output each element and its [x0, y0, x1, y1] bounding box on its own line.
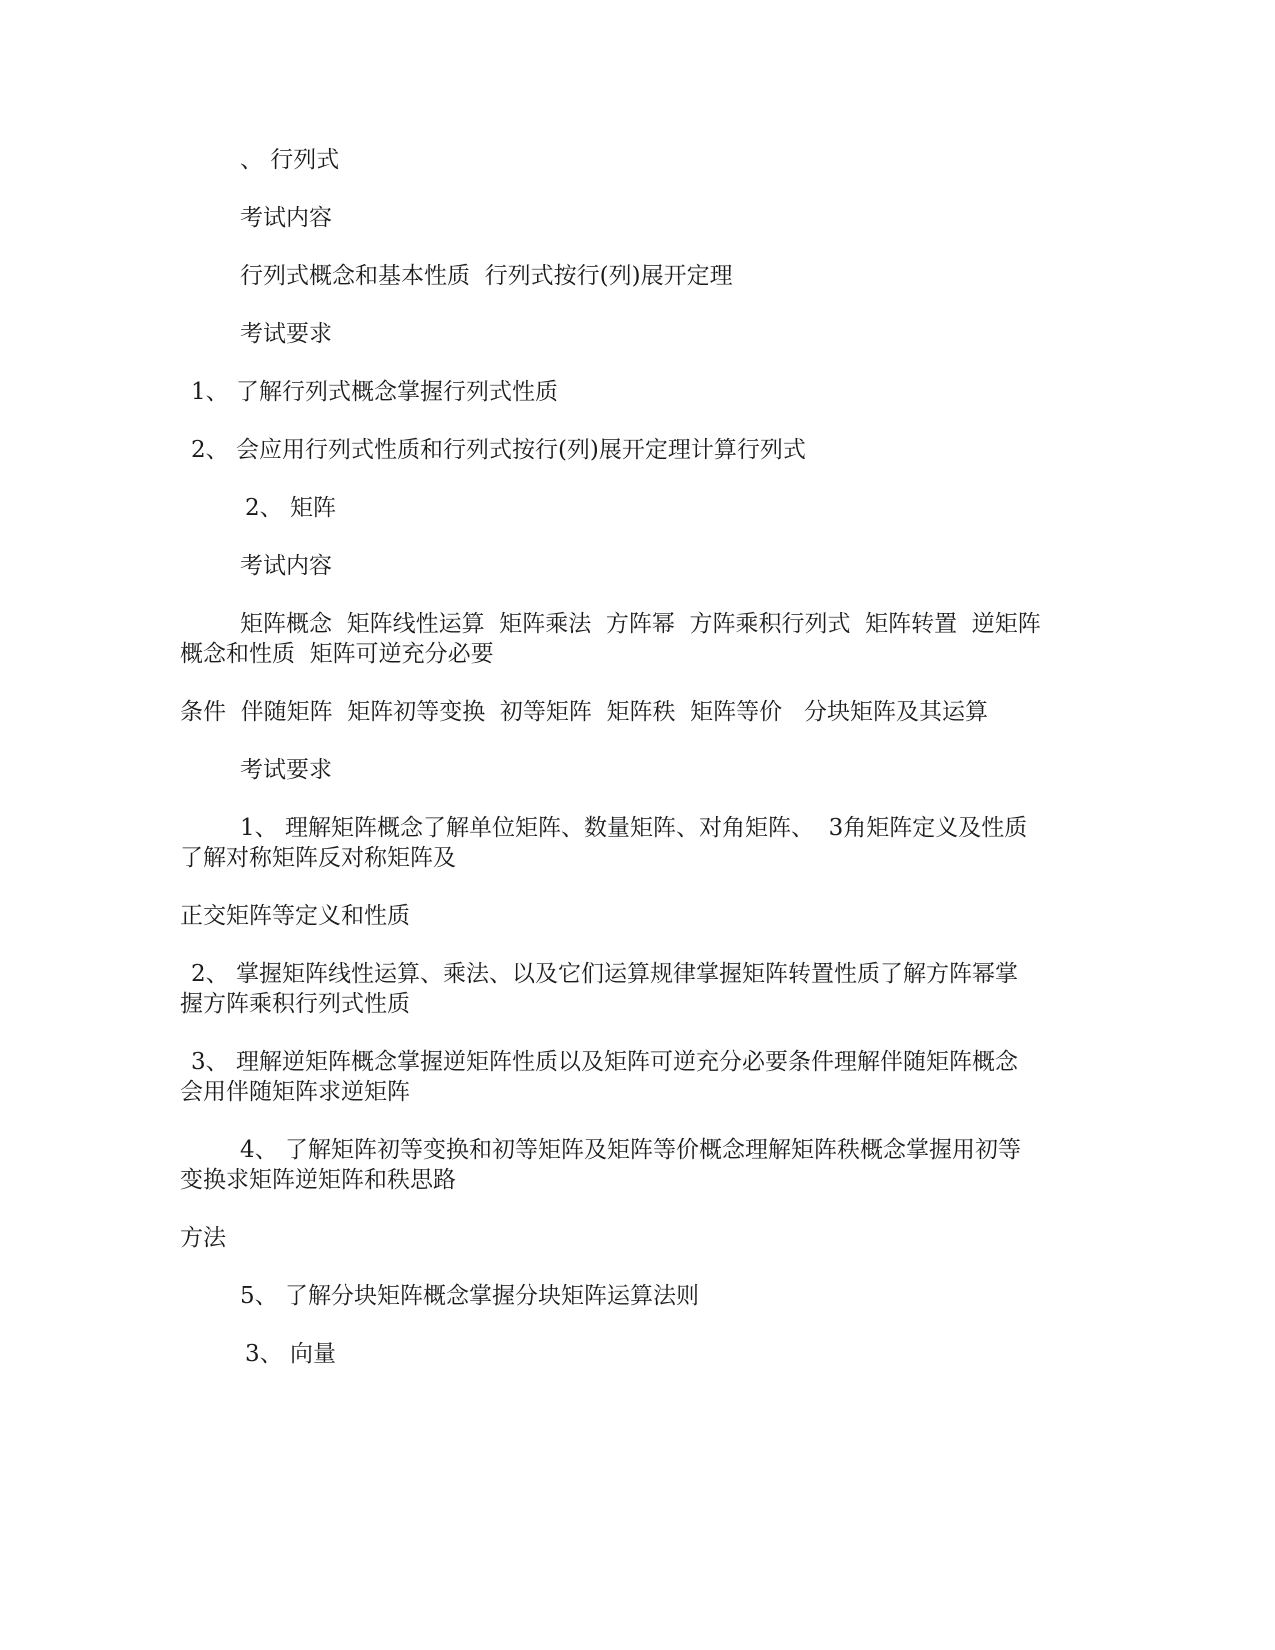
section-heading-matrix: 2、 矩阵 — [245, 495, 336, 521]
list-item: 1、 了解行列式概念掌握行列式性质 — [191, 379, 558, 405]
list-item: 变换求矩阵逆矩阵和秩思路 — [180, 1167, 456, 1193]
list-item: 2、 会应用行列式性质和行列式按行(列)展开定理计算行列式 — [191, 437, 806, 463]
subheading-exam-content: 考试内容 — [240, 553, 332, 579]
paragraph: 条件 伴随矩阵 矩阵初等变换 初等矩阵 矩阵秩 矩阵等价 分块矩阵及其运算 — [180, 699, 989, 725]
list-item: 5、 了解分块矩阵概念掌握分块矩阵运算法则 — [240, 1283, 699, 1309]
list-item: 3、 理解逆矩阵概念掌握逆矩阵性质以及矩阵可逆充分必要条件理解伴随矩阵概念 — [191, 1049, 1018, 1075]
list-item: 1、 理解矩阵概念了解单位矩阵、数量矩阵、对角矩阵、 3角矩阵定义及性质 — [240, 815, 1028, 841]
list-item: 握方阵乘积行列式性质 — [180, 991, 410, 1017]
list-item: 了解对称矩阵反对称矩阵及 — [180, 845, 456, 871]
subheading-exam-requirements: 考试要求 — [240, 757, 332, 783]
paragraph: 行列式概念和基本性质 行列式按行(列)展开定理 — [240, 263, 733, 289]
subheading-exam-requirements: 考试要求 — [240, 321, 332, 347]
section-heading-vector: 3、 向量 — [245, 1341, 336, 1367]
list-item: 正交矩阵等定义和性质 — [180, 903, 410, 929]
paragraph: 概念和性质 矩阵可逆充分必要 — [180, 641, 494, 667]
list-item: 4、 了解矩阵初等变换和初等矩阵及矩阵等价概念理解矩阵秩概念掌握用初等 — [240, 1137, 1021, 1163]
list-item: 会用伴随矩阵求逆矩阵 — [180, 1079, 410, 1105]
list-item: 2、 掌握矩阵线性运算、乘法、以及它们运算规律掌握矩阵转置性质了解方阵幂掌 — [191, 961, 1018, 987]
paragraph: 矩阵概念 矩阵线性运算 矩阵乘法 方阵幂 方阵乘积行列式 矩阵转置 逆矩阵 — [240, 611, 1041, 637]
subheading-exam-content: 考试内容 — [240, 205, 332, 231]
section-heading-determinant: 、 行列式 — [240, 147, 340, 173]
list-item: 方法 — [180, 1225, 226, 1251]
